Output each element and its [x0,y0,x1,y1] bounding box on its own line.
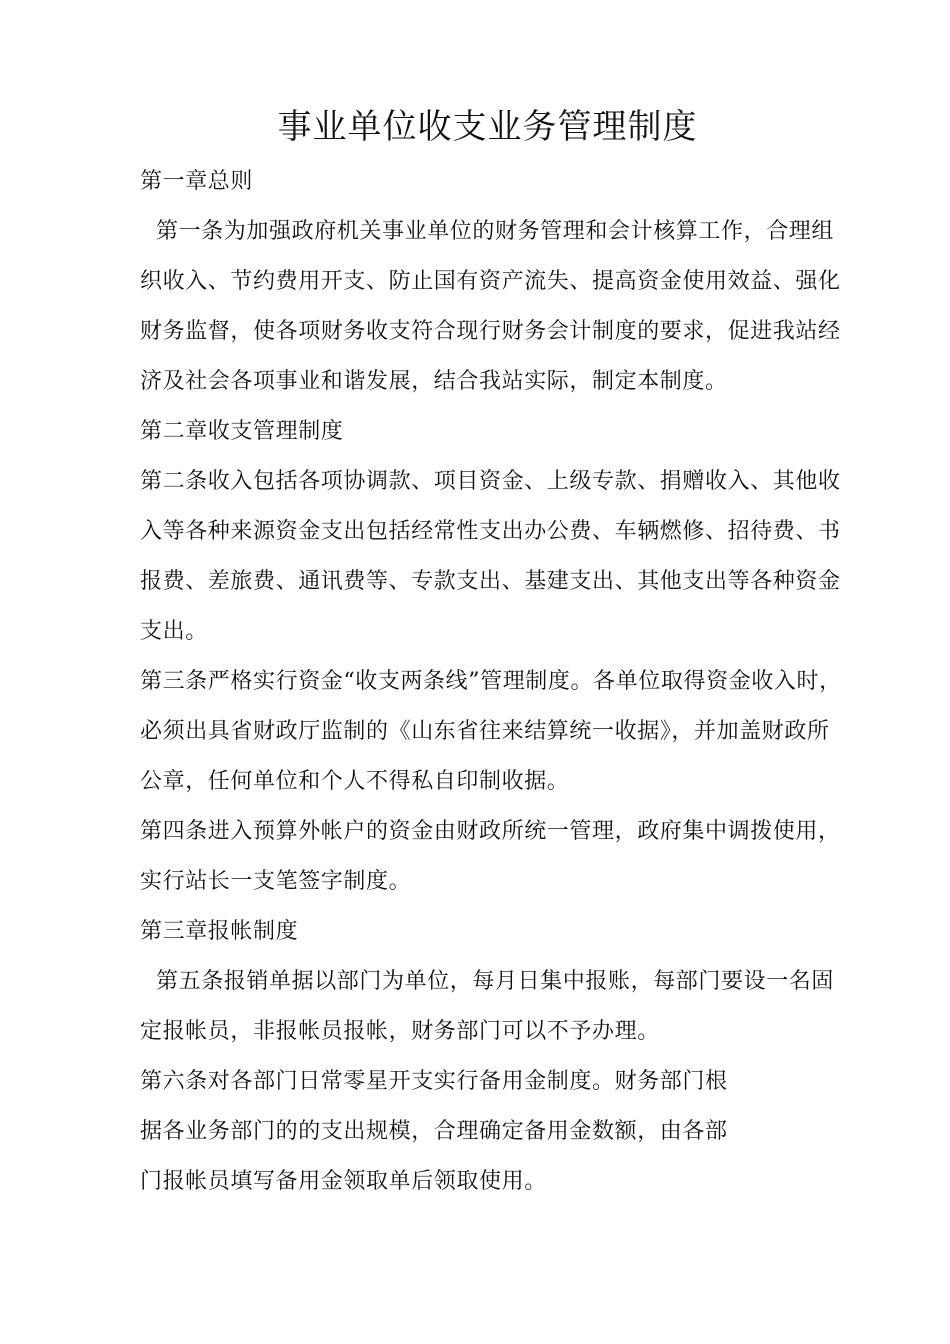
paragraph-line: 织收入、节约费用开支、防止国有资产流失、提高资金使用效益、强化 [140,269,841,294]
paragraph-line: 必须出具省财政厅监制的《山东省往来结算统一收据》，并加盖财政所 [140,719,830,744]
paragraph-line: 公章，任何单位和个人不得私自印制收据。 [140,769,570,794]
paragraph-line: 第五条报销单据以部门为单位，每月日集中报账，每部门要设一名固 [156,969,835,994]
paragraph-line: 第三条严格实行资金“收支两条线”管理制度。各单位取得资金收入时， [140,669,842,694]
paragraph-line: 第一条为加强政府机关事业单位的财务管理和会计核算工作，合理组 [156,219,835,244]
paragraph-line: 据各业务部门的的支出规模，合理确定备用金数额，由各部 [140,1119,728,1144]
chapter-heading: 第三章报帐制度 [140,919,299,944]
paragraph-line: 财务监督，使各项财务收支符合现行财务会计制度的要求，促进我站经 [140,319,841,344]
paragraph-line: 实行站长一支笔签字制度。 [140,869,412,894]
paragraph-line: 第六条对各部门日常零星开支实行备用金制度。财务部门根 [140,1069,728,1094]
document-title: 事业单位收支业务管理制度 [277,107,698,147]
document-body [140,165,845,1215]
paragraph-line: 支出。 [140,619,208,644]
paragraph-line: 济及社会各项事业和谐发展，结合我站实际，制定本制度。 [140,369,728,394]
paragraph-line: 门报帐员填写备用金领取单后领取使用。 [140,1169,547,1194]
paragraph-line: 定报帐员，非报帐员报帐，财务部门可以不予办理。 [140,1019,660,1044]
paragraph-line: 第二条收入包括各项协调款、项目资金、上级专款、捐赠收入、其他收 [140,469,841,494]
paragraph-line: 入等各种来源资金支出包括经常性支出办公费、车辆燃修、招待费、书 [140,519,841,544]
chapter-heading: 第二章收支管理制度 [140,419,344,444]
chapter-heading: 第一章总则 [140,169,254,194]
paragraph-line: 第四条进入预算外帐户的资金由财政所统一管理，政府集中调拨使用， [140,819,841,844]
paragraph-line: 报费、差旅费、通讯费等、专款支出、基建支出、其他支出等各种资金 [140,569,841,594]
